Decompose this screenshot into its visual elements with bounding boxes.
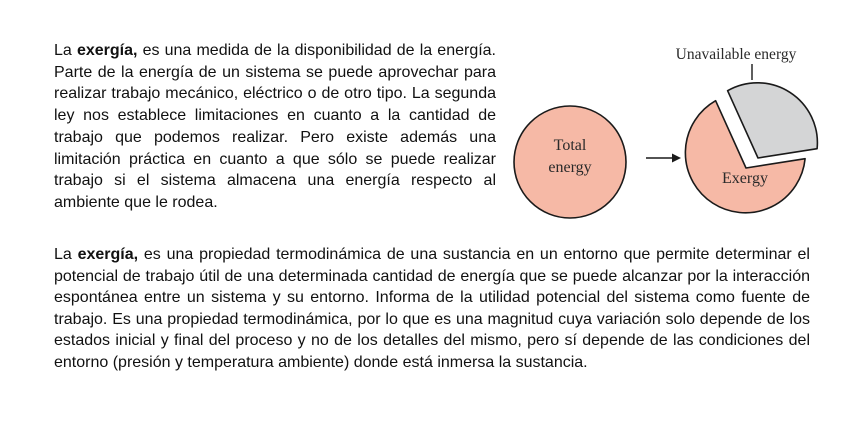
exergy-definition-paragraph xyxy=(54,40,496,214)
arrow-icon xyxy=(646,154,681,163)
exergy-label: Exergy xyxy=(722,170,768,187)
exergy-diagram-svg xyxy=(506,34,826,234)
exergy-property-paragraph xyxy=(54,244,810,374)
total-energy-label-line2: energy xyxy=(548,159,592,176)
paragraph-body: es una propiedad termodinámica de una sustancia en un entorno que permite determinar el potencial de trabajo útil de una determinada cantidad de energía que se puede alcanzar por la interacción espontánea entre un sistema y su entorno. Informa de la utilidad potencial del sistema como fuente de trabajo. Es una propiedad termodinámica, por lo que es una magnitud cuya variación solo depende de los estados inicial y final del proceso y no de los detalles del mismo, pero sí depende de las condiciones del entorno (presión y temperatura ambiente) donde está inmersa la sustancia. xyxy=(54,246,810,371)
unavailable-energy-label: Unavailable energy xyxy=(675,46,797,63)
term-exergia: exergía, xyxy=(76,42,138,59)
paragraph-lead: La xyxy=(54,246,78,263)
total-energy-label-line1: Total xyxy=(553,137,587,154)
paragraph-body: es una medida de la disponibilidad de la energía. Parte de la energía de un sistema se puede aprovechar para realizar trabajo mecánico, eléctrico o de otro tipo. La segunda ley nos establece limitaciones en cuanto a la cantidad de trabajo que podemos realizar. Pero existe además una limitación práctica en cuanto a que sólo se puede realizar trabajo si el sistema almacena una energía respecto al ambiente que le rodea. xyxy=(54,42,497,211)
term-exergia: exergía, xyxy=(77,246,139,263)
exergy-diagram xyxy=(506,34,826,234)
paragraph-lead: La xyxy=(54,42,77,59)
unavailable-energy-slice xyxy=(728,83,818,158)
